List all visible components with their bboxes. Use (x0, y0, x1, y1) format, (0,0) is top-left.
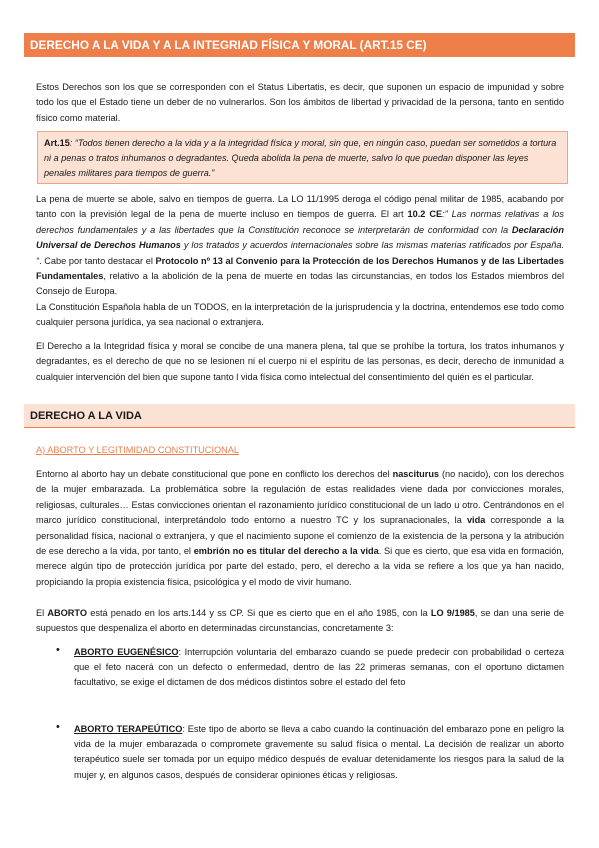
text-run: La pena de muerte se abole, salvo en tiempos de guerra. La LO 11/1995 deroga el código penal militar de 1985, acabando por tanto con la previsión legal de la pena de muerte incluso en tiempos de guerra. El art (36, 194, 564, 220)
text-run: Entorno al aborto hay un debate constitucional que pone en conflicto los derechos del (36, 469, 393, 479)
text-run: El (36, 608, 48, 618)
paragraph-aborto (36, 467, 564, 590)
text-run: , relativo a la abolición de la pena de muerte en todas las circunstancias, en todos los Estados miembros del Consejo de Europa. (36, 271, 564, 297)
italic-run: y los tratados y acuerdos internacionales sobre las mismas materias ratificados por España. “ (36, 240, 565, 266)
text-run: corresponde a la personalidad física, nacional o extranjera, y que el nacimiento supone el comienzo de la existencia de la persona y la atribución de ese derecho a la vida, por tanto, el (36, 515, 564, 557)
bold-run: 10.2 CE (407, 209, 443, 220)
list-item-label: ABORTO TERAPEÚTICO (74, 724, 183, 734)
bold-run: vida (466, 515, 486, 526)
text-run: . Cabe por tanto destacar el (39, 255, 156, 266)
list-item-eugenesico (74, 645, 564, 691)
text-run: , se dan una serie de supuestos que despenaliza el aborto en determinadas circunstancias, concretamente 3: (36, 608, 564, 634)
page-title: DERECHO A LA VIDA Y A LA INTEGRIAD FÍSICA Y MORAL (ART.15 CE) (24, 33, 575, 57)
bold-italic-run: Declaración Universal de Derechos Humanos (36, 224, 564, 251)
paragraph-aborto-penado (36, 606, 564, 637)
list-item-text: : Este tipo de aborto se lleva a cabo cuando la continuación del embarazo pone en peligro la vida de la mujer embarazada o compromete gravemente su salud física o mental. La decisión de realizar un aborto terapéutico suele ser tomada por un equipo médico después de evaluar detenidamente los riesgos para la salud de la mujer y, en algunos casos, después de considerar opiniones éticas y religiosas. (74, 724, 565, 780)
list-item-terapeutico (74, 722, 564, 783)
italic-run: :” Las normas relativas a los derechos fundamentales y a las libertades que la Constitución reconoce se interpretarán de conformidad con la (36, 209, 564, 235)
text-run: está penado en los arts.144 y ss CP. Si que es cierto que en el año 1985, con la (87, 608, 431, 618)
bold-run: ABORTO (47, 608, 88, 618)
subsection-heading: A) ABORTO Y LEGITIMIDAD CONSTITUCIONAL (36, 445, 240, 455)
quote-label: Art.15 (44, 138, 70, 148)
paragraph-integridad: El Derecho a la Integridad física y moral se concibe de una manera plena, tal que se prohíbe la tortura, los tratos inhumanos y degradantes, es el derecho de que no se lesionen ni el cuerpo ni el espíritu de las personas, es decir, derecho de inmunidad a cualquier intervención del bien que supone tanto l vida física como intelectual del consentimiento del quién es el particular. (36, 341, 564, 382)
bullet-icon: • (56, 721, 60, 733)
list-item-text: : Interrupción voluntaria del embarazo cuando se puede predecir con probabilidad o certeza que el feto nacerá con un defecto o enfermedad, dentro de las 22 primeras semanas, con el oportuno dictamen facultativo, se exige el dictamen de dos médicos distintos sobre el estado del feto (74, 647, 564, 688)
text-run: (no nacido), con los derechos de la mujer embarazada. La problemática sobre la regulación de estas realidades viene dada por convicciones morales, religiosas, culturales… Estas convicciones orientan el razonamiento jurídico constitucional de un lado u otro. Centrándonos en el marco jurídico constitucional, interpretándolo todo entorno a nuestro TC y los supranacionales, la (36, 469, 564, 526)
bullet-icon: • (56, 644, 60, 656)
intro-paragraph: Estos Derechos son los que se corresponden con el Status Libertatis, es decir, que suponen un espacio de impunidad y sobre todo los que el Estado tiene un deber de no vulnerarlos. Son los ámbitos de libertad y privacidad de la persona, tanto en sentido físico como material. (36, 82, 564, 123)
paragraph-pena-muerte (36, 192, 564, 300)
article-quote-box (37, 131, 568, 184)
paragraph-todos: La Constitución Española habla de un TODOS, en la interpretación de la jurisprudencia y la doctrina, entendemos ese todo como cualquier persona jurídica, ya sea nacional o extranjera. (36, 302, 564, 328)
list-item-label: ABORTO EUGENÉSICO (74, 647, 179, 657)
bold-run: nasciturus (392, 469, 440, 479)
section-heading: DERECHO A LA VIDA (24, 404, 575, 428)
bold-run: embrión no es titular del derecho a la vida (193, 546, 379, 557)
bold-run: Protocolo nº 13 al Convenio para la Protección de los Derechos Humanos y de las Libertades Fundamentales (36, 255, 564, 282)
text-run: . Si que es cierto, que esa vida en formación, merece algún tipo de protección jurídica por parte del estado, pero, el derecho a la vida se refiere a los que ya han nacido, propiciando la propia existencia física, psicológica y el modo de vivir humano. (36, 546, 564, 587)
bold-run: LO 9/1985 (430, 608, 475, 618)
quote-text: : “Todos tienen derecho a la vida y a la integridad física y moral, sin que, en ningún caso, puedan ser sometidos a tortura ni a penas o tratos inhumanos o degradantes. Queda abolida la pena de muerte, salvo lo que puedan disponer las leyes penales militares para tiempos de guerra.” (44, 138, 557, 179)
